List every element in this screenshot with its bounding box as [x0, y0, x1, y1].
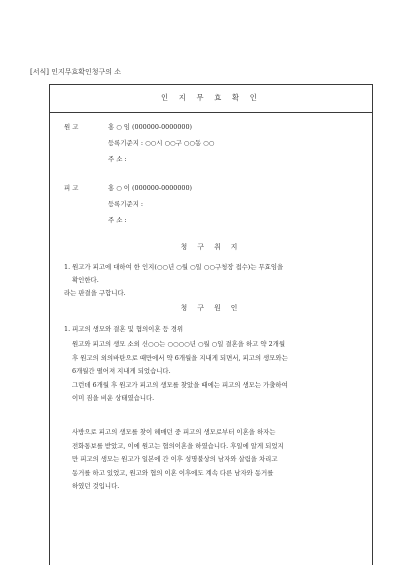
paragraph-line: 원고와 피고의 생모 소외 신○○는 ○○○○년 ○월 ○일 결혼을 하고 약 2개월: [72, 340, 286, 348]
cause-paragraph-1: [72, 340, 364, 408]
claim-text: [64, 263, 362, 297]
paragraph-line: 전화통보를 받았고, 이에 원고는 협의이혼을 하였습니다. 후일에 알게 되었지: [72, 441, 284, 450]
form-label: [서식] 인지무효확인청구의 소: [30, 68, 122, 76]
cause-paragraph-2: [72, 428, 364, 496]
paragraph-line: 그런데 6개월 후 원고가 피고의 생모를 찾았을 때에는 피고의 생모는 가출하여: [72, 380, 288, 389]
defendant-name: 홍 ○ 이 (000000-0000000): [108, 184, 193, 192]
cause-subheading: 1. 피고의 생모와 결혼 및 협의이혼 등 경위: [64, 325, 184, 333]
cause-heading: 청 구 원 인: [180, 304, 242, 312]
paragraph-line: 6개월간 떨어져 지내게 되었습니다.: [72, 367, 171, 376]
claim-line: 1. 원고가 피고에 대하여 한 인지(○○년 ○월 ○일 ○○구청장 접수)는 무효임을: [64, 263, 284, 271]
defendant-role: 피 고: [64, 184, 79, 192]
paragraph-line: 만 피고의 생모는 원고가 일본에 간 이후 성명불상의 남자와 살림을 차리고: [72, 455, 278, 464]
paragraph-line: 이미 짐을 비운 상태였습니다.: [72, 394, 155, 403]
claim-line: 라는 판결을 구합니다.: [64, 288, 126, 297]
defendant-address: 주 소 :: [108, 216, 127, 224]
plaintiff-name: 홍 ○ 임 (000000-0000000): [108, 123, 193, 131]
document-title: 인 지 무 효 확 인: [160, 93, 262, 102]
plaintiff-address: 주 소 :: [108, 155, 127, 163]
paragraph-line: 동거를 하고 있었고, 원고와 협의 이혼 이후에도 계속 다른 남자와 동거를: [72, 468, 274, 477]
paragraph-line: 후 원고의 외의바탄으로 때만에서 약 6개월을 지내게 되면서, 피고의 생모와는: [72, 353, 288, 362]
defendant-registry: 등록기준지 :: [108, 200, 144, 208]
title-divider: [50, 112, 372, 113]
claim-line: 확인한다.: [72, 275, 99, 284]
document-frame: [49, 84, 373, 565]
paragraph-line: 하였던 것입니다.: [72, 482, 120, 491]
paragraph-line: 사방으로 피고의 생모를 찾이 헤매던 중 피고의 생모로부터 이혼을 하자는: [72, 428, 276, 436]
plaintiff-registry: 등록기준지 : ○○시 ○○구 ○○동 ○○: [108, 139, 215, 147]
plaintiff-role: 원 고: [64, 123, 79, 131]
claim-heading: 청 구 취 지: [180, 243, 242, 251]
